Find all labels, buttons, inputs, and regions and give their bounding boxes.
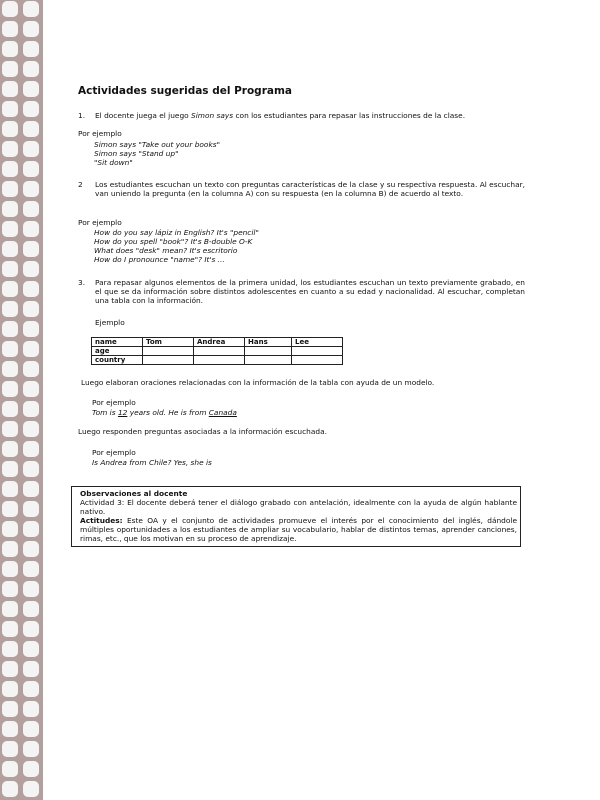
table-cell bbox=[245, 347, 292, 356]
binding-ring bbox=[23, 121, 39, 137]
binding-ring bbox=[2, 81, 18, 97]
binding-ring bbox=[2, 361, 18, 377]
binding-ring bbox=[23, 421, 39, 437]
responses-text: Luego responden preguntas asociadas a la información escuchada. bbox=[78, 427, 327, 436]
binding-ring bbox=[23, 721, 39, 737]
activity-3-number: 3. bbox=[78, 278, 86, 287]
table-header-cell: Lee bbox=[292, 338, 343, 347]
binding-ring bbox=[23, 21, 39, 37]
activity-2-number: 2 bbox=[78, 180, 83, 189]
table-cell: age bbox=[92, 347, 143, 356]
activity-2-text: Los estudiantes escuchan un texto con preguntas características de la clase y su respectiva respuesta. Al escuchar, van uniendo la pregunta (en la columna A) con su respuesta (en la columna B) de acuerdo al texto. bbox=[95, 180, 525, 198]
binding-ring bbox=[2, 261, 18, 277]
binding-ring bbox=[2, 521, 18, 537]
binding-ring bbox=[2, 541, 18, 557]
binding-ring bbox=[23, 661, 39, 677]
binding-ring bbox=[2, 281, 18, 297]
document-page bbox=[78, 0, 528, 800]
binding-ring bbox=[2, 221, 18, 237]
binding-ring bbox=[2, 581, 18, 597]
example-line: How do you spell "book"? It's B-double O-K bbox=[94, 237, 253, 246]
binding-ring bbox=[23, 341, 39, 357]
binding-ring bbox=[2, 481, 18, 497]
notebook-binding bbox=[0, 0, 43, 800]
binding-ring bbox=[23, 401, 39, 417]
example3-sentence: Is Andrea from Chile? Yes, she is bbox=[92, 458, 212, 467]
example-line: Simon says "Take out your books" bbox=[94, 140, 220, 149]
binding-ring bbox=[23, 361, 39, 377]
binding-ring bbox=[23, 281, 39, 297]
binding-ring bbox=[2, 641, 18, 657]
binding-ring bbox=[23, 641, 39, 657]
binding-ring bbox=[23, 501, 39, 517]
binding-ring bbox=[23, 461, 39, 477]
binding-ring bbox=[2, 741, 18, 757]
table-cell bbox=[194, 347, 245, 356]
binding-ring bbox=[23, 1, 39, 17]
binding-ring bbox=[23, 541, 39, 557]
binding-ring bbox=[2, 401, 18, 417]
table-header-cell: Hans bbox=[245, 338, 292, 347]
binding-ring bbox=[2, 701, 18, 717]
binding-ring bbox=[2, 601, 18, 617]
binding-ring bbox=[23, 481, 39, 497]
binding-ring bbox=[2, 461, 18, 477]
binding-ring bbox=[23, 521, 39, 537]
binding-ring bbox=[2, 321, 18, 337]
table-cell bbox=[292, 356, 343, 365]
observaciones-box bbox=[71, 486, 521, 547]
table-header-cell: name bbox=[92, 338, 143, 347]
binding-ring bbox=[2, 121, 18, 137]
binding-ring bbox=[23, 301, 39, 317]
binding-ring bbox=[23, 101, 39, 117]
binding-ring bbox=[23, 381, 39, 397]
binding-ring bbox=[23, 61, 39, 77]
binding-ring bbox=[2, 181, 18, 197]
binding-ring bbox=[2, 1, 18, 17]
observaciones-activity3: Actividad 3: El docente deberá tener el diálogo grabado con antelación, idealmente con la ayuda de algún hablante nativo. bbox=[80, 498, 517, 516]
table-cell bbox=[245, 356, 292, 365]
binding-ring bbox=[23, 581, 39, 597]
binding-ring bbox=[23, 261, 39, 277]
table-cell bbox=[143, 356, 194, 365]
binding-ring bbox=[23, 161, 39, 177]
binding-ring bbox=[23, 201, 39, 217]
activity-1-example-label: Por ejemplo bbox=[78, 129, 122, 138]
activity-1-examples bbox=[94, 140, 220, 167]
example-line: How do you say lápiz in English? It's "pencil" bbox=[94, 228, 259, 237]
table-cell bbox=[292, 347, 343, 356]
binding-ring bbox=[2, 681, 18, 697]
binding-ring bbox=[23, 241, 39, 257]
data-table bbox=[91, 337, 343, 365]
after-table-text: Luego elaboran oraciones relacionadas con la información de la tabla con ayuda de un modelo. bbox=[81, 378, 435, 387]
binding-ring bbox=[23, 741, 39, 757]
binding-ring bbox=[23, 441, 39, 457]
page-title: Actividades sugeridas del Programa bbox=[78, 85, 292, 97]
binding-ring bbox=[2, 241, 18, 257]
binding-ring bbox=[2, 381, 18, 397]
binding-ring bbox=[23, 781, 39, 797]
binding-ring bbox=[23, 181, 39, 197]
example2-sentence: Tom is 12 years old. He is from Canada bbox=[92, 408, 237, 417]
binding-ring bbox=[2, 661, 18, 677]
binding-ring bbox=[23, 41, 39, 57]
binding-ring bbox=[2, 61, 18, 77]
binding-ring bbox=[23, 701, 39, 717]
table-cell bbox=[143, 347, 194, 356]
binding-ring bbox=[2, 301, 18, 317]
binding-ring bbox=[23, 221, 39, 237]
binding-ring bbox=[23, 681, 39, 697]
table-header-cell: Tom bbox=[143, 338, 194, 347]
binding-ring bbox=[2, 441, 18, 457]
example2-label: Por ejemplo bbox=[92, 398, 136, 407]
example3-label: Por ejemplo bbox=[92, 448, 136, 457]
binding-ring bbox=[2, 761, 18, 777]
example-line: What does "desk" mean? It's escritorio bbox=[94, 246, 238, 255]
activity-3-example-label: Ejemplo bbox=[95, 318, 125, 327]
example-line: Simon says "Stand up" bbox=[94, 149, 179, 158]
binding-ring bbox=[2, 341, 18, 357]
binding-ring bbox=[2, 141, 18, 157]
binding-ring bbox=[23, 601, 39, 617]
table-row bbox=[92, 347, 343, 356]
table-cell: country bbox=[92, 356, 143, 365]
observaciones-actitudes: Actitudes: Este OA y el conjunto de actividades promueve el interés por el conocimiento del inglés, dándole múltiples oportunidades a los estudiantes de ampliar su vocabulario, hablar de distintos temas, aprender canciones, rimas, etc., que los motivan en su proceso de aprendizaje. bbox=[80, 516, 517, 543]
observaciones-title: Observaciones al docente bbox=[80, 489, 188, 498]
binding-ring bbox=[23, 141, 39, 157]
binding-ring bbox=[2, 201, 18, 217]
binding-ring bbox=[2, 41, 18, 57]
binding-ring bbox=[2, 621, 18, 637]
activity-3-text: Para repasar algunos elementos de la primera unidad, los estudiantes escuchan un texto previamente grabado, en el que se da información sobre distintos adolescentes en cuanto a su edad y nacionalidad. Al escuchar, completan una tabla con la información. bbox=[95, 278, 525, 305]
example-line: How do I pronounce "name"? It's ... bbox=[94, 255, 225, 264]
binding-ring bbox=[2, 21, 18, 37]
table-header-row bbox=[92, 338, 343, 347]
table-header-cell: Andrea bbox=[194, 338, 245, 347]
binding-ring bbox=[23, 81, 39, 97]
example-line: "Sit down" bbox=[94, 158, 133, 167]
binding-ring bbox=[23, 621, 39, 637]
activity-1-number: 1. bbox=[78, 111, 86, 120]
activity-2-example-label: Por ejemplo bbox=[78, 218, 122, 227]
binding-ring bbox=[2, 101, 18, 117]
table-cell bbox=[194, 356, 245, 365]
table-row bbox=[92, 356, 343, 365]
binding-ring bbox=[2, 721, 18, 737]
binding-ring bbox=[2, 781, 18, 797]
binding-ring bbox=[2, 161, 18, 177]
binding-ring bbox=[2, 561, 18, 577]
activity-1-text: El docente juega el juego Simon says con los estudiantes para repasar las instrucciones de la clase. bbox=[95, 111, 466, 120]
activity-2-examples bbox=[94, 228, 259, 264]
binding-ring bbox=[2, 501, 18, 517]
binding-ring bbox=[2, 421, 18, 437]
binding-ring bbox=[23, 561, 39, 577]
binding-ring bbox=[23, 321, 39, 337]
binding-ring bbox=[23, 761, 39, 777]
